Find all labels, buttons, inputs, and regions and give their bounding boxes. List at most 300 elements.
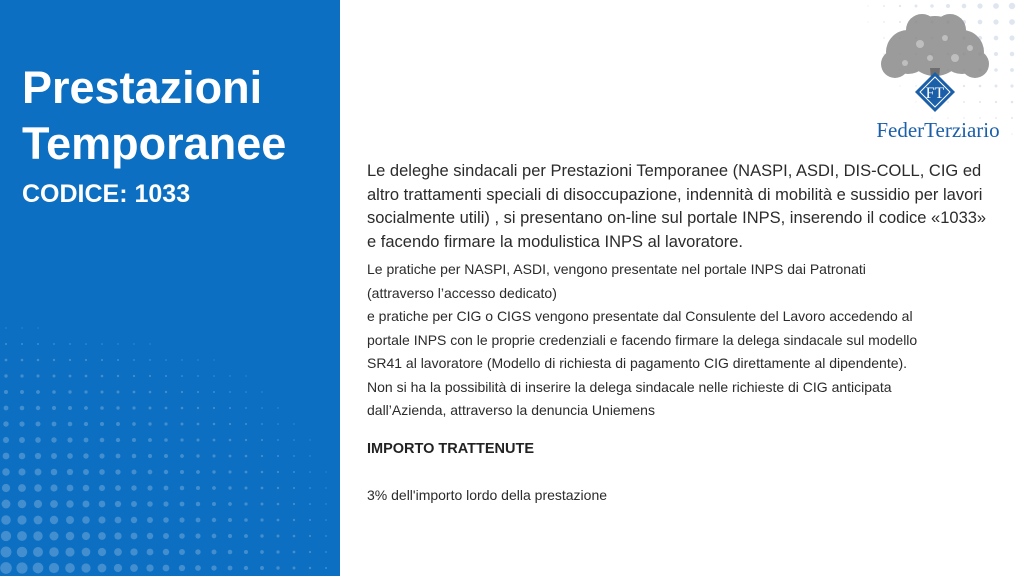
pattern-dot xyxy=(293,551,296,554)
pattern-dot xyxy=(245,471,248,474)
pattern-dot xyxy=(21,327,22,328)
pattern-dot xyxy=(181,375,183,377)
lead-paragraph: Le deleghe sindacali per Prestazioni Temporanee (NASPI, ASDI, DIS-COLL, CIG ed altro trattamenti speciali di disoccupazione, indennità di mobilità e sussidio per lavori socialmente utili) , si presentano on-line sul portale INPS, inserendo il codice «1033» e facendo firmare la modulistica INPS al lavoratore. xyxy=(367,162,987,251)
pattern-dot xyxy=(1010,68,1014,72)
pattern-dot xyxy=(132,406,135,409)
pattern-dot xyxy=(164,486,169,491)
pattern-dot xyxy=(163,533,169,539)
pattern-dot xyxy=(197,423,200,426)
pattern-dot xyxy=(325,535,327,537)
pattern-dot xyxy=(131,485,136,490)
pattern-dot xyxy=(245,375,246,376)
pattern-dot xyxy=(325,471,326,472)
pattern-dot xyxy=(179,533,185,539)
pattern-dot xyxy=(229,391,231,393)
pattern-dot xyxy=(149,407,152,410)
detail-line: (attraverso l’accesso dedicato) xyxy=(367,284,557,301)
pattern-dot xyxy=(85,343,87,345)
pattern-dot xyxy=(260,518,263,521)
pattern-dot xyxy=(244,502,247,505)
pattern-dot xyxy=(132,438,136,442)
pattern-dot xyxy=(67,437,72,442)
pattern-dot xyxy=(867,5,868,6)
pattern-dot xyxy=(261,423,263,425)
pattern-dot xyxy=(293,567,296,570)
pattern-dot xyxy=(197,359,198,360)
pattern-dot xyxy=(82,532,90,540)
pattern-dot xyxy=(228,518,232,522)
pattern-dot xyxy=(101,343,103,345)
pattern-dot xyxy=(1,547,12,558)
pattern-dot xyxy=(21,359,24,362)
pattern-dot xyxy=(147,501,153,507)
pattern-dot xyxy=(132,422,136,426)
pattern-dot xyxy=(133,391,136,394)
pattern-dot xyxy=(35,469,42,476)
pattern-dot xyxy=(179,565,185,571)
pattern-dot xyxy=(261,487,264,490)
pattern-dot xyxy=(261,391,262,392)
pattern-dot xyxy=(149,359,151,361)
pattern-dot xyxy=(148,470,153,475)
pattern-dot xyxy=(3,421,8,426)
code-label: CODICE: 1033 xyxy=(22,180,191,208)
pattern-dot xyxy=(165,407,168,410)
pattern-dot xyxy=(293,455,295,457)
pattern-dot xyxy=(35,421,40,426)
pattern-dot xyxy=(277,423,279,425)
pattern-dot xyxy=(163,517,169,523)
pattern-dot xyxy=(115,501,121,507)
pattern-dot xyxy=(244,566,248,570)
pattern-dot xyxy=(50,532,59,541)
pattern-dot xyxy=(212,534,217,539)
pattern-dot xyxy=(277,487,279,489)
pattern-dot xyxy=(65,563,75,573)
pattern-dot xyxy=(2,500,11,509)
pattern-dot xyxy=(20,374,23,377)
pattern-dot xyxy=(133,359,135,361)
pattern-dot xyxy=(116,438,120,442)
section-heading: IMPORTO TRATTENUTE xyxy=(367,440,535,457)
pattern-dot xyxy=(101,375,104,378)
pattern-dot xyxy=(325,567,327,569)
pattern-dot xyxy=(117,343,118,344)
pattern-dot xyxy=(260,534,263,537)
pattern-dot xyxy=(293,471,295,473)
pattern-dot xyxy=(293,503,295,505)
pattern-dot xyxy=(164,454,168,458)
amount-text: 3% dell'importo lordo della prestazione xyxy=(367,486,608,503)
pattern-dot xyxy=(115,485,121,491)
pattern-dot xyxy=(68,422,73,427)
pattern-dot xyxy=(37,327,38,328)
pattern-dot xyxy=(98,532,106,540)
pattern-dot xyxy=(147,533,153,539)
pattern-dot xyxy=(276,566,279,569)
pattern-dot xyxy=(53,359,55,361)
pattern-dot xyxy=(16,562,27,573)
pattern-dot xyxy=(245,391,247,393)
pattern-dot xyxy=(82,500,89,507)
pattern-dot xyxy=(181,359,182,360)
pattern-dot xyxy=(99,485,105,491)
pattern-dot xyxy=(131,533,138,540)
pattern-dot xyxy=(245,455,248,458)
pattern-dot xyxy=(21,343,23,345)
pattern-dot xyxy=(67,453,73,459)
pattern-dot xyxy=(277,503,280,506)
pattern-dot xyxy=(181,423,184,426)
pattern-dot xyxy=(69,343,71,345)
pattern-dot xyxy=(163,501,168,506)
pattern-dot xyxy=(34,500,42,508)
pattern-dot xyxy=(69,375,72,378)
pattern-dot xyxy=(196,438,199,441)
pattern-dot xyxy=(181,407,184,410)
pattern-dot xyxy=(53,375,56,378)
pattern-dot xyxy=(277,471,279,473)
pattern-dot xyxy=(228,566,233,571)
pattern-dot xyxy=(50,500,58,508)
pattern-dot xyxy=(261,455,263,457)
pattern-dot xyxy=(68,390,71,393)
pattern-dot xyxy=(260,566,264,570)
pattern-dot xyxy=(3,453,10,460)
pattern-dot xyxy=(245,423,247,425)
pattern-dot xyxy=(51,437,56,442)
detail-line: Non si ha la possibilità di inserire la delega sindacale nelle richieste di CIG anticipata xyxy=(367,378,892,395)
pattern-dot xyxy=(309,567,311,569)
pattern-dot xyxy=(51,469,58,476)
pattern-dot xyxy=(132,454,137,459)
pattern-dot xyxy=(149,375,151,377)
pattern-dot xyxy=(261,407,263,409)
pattern-dot xyxy=(309,535,311,537)
pattern-dot xyxy=(84,422,88,426)
pattern-dot xyxy=(149,391,152,394)
pattern-dot xyxy=(276,550,279,553)
pattern-dot xyxy=(146,564,153,571)
pattern-dot xyxy=(309,439,310,440)
pattern-dot xyxy=(196,502,200,506)
pattern-dot xyxy=(20,390,24,394)
pattern-dot xyxy=(293,535,296,538)
pattern-dot xyxy=(5,359,8,362)
pattern-dot xyxy=(228,534,232,538)
pattern-dot xyxy=(309,455,310,456)
pattern-dot xyxy=(244,534,248,538)
pattern-dot xyxy=(51,453,57,459)
pattern-dot xyxy=(244,550,248,554)
pattern-dot xyxy=(130,564,138,572)
dot-pattern xyxy=(0,290,340,576)
detail-line: SR41 al lavoratore (Modello di richiesta di pagamento CIG direttamente al dipendente). xyxy=(367,355,908,371)
pattern-dot xyxy=(114,564,122,572)
pattern-dot xyxy=(116,454,121,459)
pattern-dot xyxy=(33,531,42,540)
pattern-dot xyxy=(181,391,183,393)
pattern-dot xyxy=(99,469,105,475)
pattern-dot xyxy=(66,516,74,524)
pattern-dot xyxy=(213,359,214,360)
pattern-dot xyxy=(180,486,184,490)
pattern-dot xyxy=(195,549,200,554)
pattern-dot xyxy=(163,565,170,572)
pattern-dot xyxy=(131,517,137,523)
pattern-dot xyxy=(309,519,311,521)
pattern-dot xyxy=(83,485,90,492)
pattern-dot xyxy=(69,359,71,361)
pattern-dot xyxy=(196,470,200,474)
pattern-dot xyxy=(100,390,103,393)
pattern-dot xyxy=(33,547,43,557)
pattern-dot xyxy=(325,519,327,521)
pattern-dot xyxy=(211,565,216,570)
pattern-dot xyxy=(52,406,56,410)
pattern-dot xyxy=(197,391,199,393)
pattern-dot xyxy=(1009,35,1014,40)
pattern-dot xyxy=(179,549,185,555)
pattern-dot xyxy=(18,484,26,492)
pattern-dot xyxy=(115,517,122,524)
pattern-dot xyxy=(98,548,106,556)
pattern-dot xyxy=(49,547,59,557)
pattern-dot xyxy=(261,503,264,506)
pattern-dot xyxy=(33,563,44,574)
pattern-dot xyxy=(50,516,58,524)
pattern-dot xyxy=(82,548,91,557)
pattern-dot xyxy=(37,359,40,362)
pattern-dot xyxy=(309,487,311,489)
pattern-dot xyxy=(196,454,199,457)
pattern-dot xyxy=(165,359,167,361)
pattern-dot xyxy=(245,439,247,441)
pattern-dot xyxy=(50,484,57,491)
pattern-dot xyxy=(147,485,152,490)
pattern-dot xyxy=(19,453,26,460)
pattern-dot xyxy=(2,468,10,476)
pattern-dot xyxy=(1011,133,1012,134)
pattern-dot xyxy=(131,469,136,474)
pattern-dot xyxy=(165,391,167,393)
pattern-dot xyxy=(117,375,119,377)
pattern-dot xyxy=(228,550,233,555)
logo-initials: FT xyxy=(925,85,945,102)
pattern-dot xyxy=(197,407,199,409)
pattern-dot xyxy=(229,439,232,442)
title-panel xyxy=(0,0,340,576)
pattern-dot xyxy=(261,471,264,474)
pattern-dot xyxy=(100,422,104,426)
pattern-dot xyxy=(2,484,10,492)
pattern-dot xyxy=(36,406,40,410)
pattern-dot xyxy=(114,548,122,556)
pattern-dot xyxy=(67,469,73,475)
pattern-dot xyxy=(35,437,41,443)
pattern-dot xyxy=(325,487,326,488)
pattern-dot xyxy=(165,375,167,377)
pattern-dot xyxy=(133,343,134,344)
pattern-dot xyxy=(117,391,120,394)
pattern-dot xyxy=(148,438,152,442)
pattern-dot xyxy=(0,562,12,574)
pattern-dot xyxy=(212,454,215,457)
pattern-dot xyxy=(229,423,231,425)
pattern-dot xyxy=(83,469,89,475)
pattern-dot xyxy=(1,531,11,541)
pattern-dot xyxy=(81,563,90,572)
pattern-dot xyxy=(244,518,248,522)
pattern-dot xyxy=(114,532,121,539)
pattern-dot xyxy=(899,5,901,7)
pattern-dot xyxy=(17,531,27,541)
detail-line: e pratiche per CIG o CIGS vengono presentate dal Consulente del Lavoro accedendo al xyxy=(367,308,913,324)
pattern-dot xyxy=(228,486,231,489)
pattern-dot xyxy=(260,550,264,554)
pattern-dot xyxy=(325,503,326,504)
pattern-dot xyxy=(65,547,74,556)
pattern-dot xyxy=(1011,117,1013,119)
pattern-dot xyxy=(17,547,27,557)
pattern-dot xyxy=(5,343,7,345)
pattern-dot xyxy=(4,374,7,377)
pattern-dot xyxy=(293,423,294,424)
pattern-dot xyxy=(85,375,88,378)
pattern-dot xyxy=(179,517,184,522)
pattern-dot xyxy=(197,375,199,377)
pattern-dot xyxy=(19,437,25,443)
content-area xyxy=(367,160,997,503)
pattern-dot xyxy=(130,548,137,555)
pattern-dot xyxy=(148,422,151,425)
pattern-dot xyxy=(148,454,152,458)
pattern-dot xyxy=(213,391,215,393)
pattern-dot xyxy=(212,470,215,473)
pattern-dot xyxy=(163,549,169,555)
pattern-dot xyxy=(101,359,103,361)
pattern-dot xyxy=(67,485,74,492)
detail-paragraph xyxy=(367,258,997,423)
pattern-dot xyxy=(149,343,150,344)
pattern-dot xyxy=(309,551,311,553)
slide-title: Prestazioni Temporanee xyxy=(22,62,287,169)
pattern-dot xyxy=(36,374,39,377)
pattern-dot xyxy=(261,439,263,441)
pattern-dot xyxy=(85,359,87,361)
pattern-dot xyxy=(213,423,216,426)
pattern-dot xyxy=(147,549,154,556)
pattern-dot xyxy=(164,438,168,442)
pattern-dot xyxy=(66,500,73,507)
pattern-dot xyxy=(66,532,75,541)
pattern-dot xyxy=(883,5,885,7)
pattern-dot xyxy=(99,501,106,508)
pattern-dot xyxy=(18,468,25,475)
pattern-dot xyxy=(17,515,26,524)
pattern-dot xyxy=(84,390,87,393)
pattern-dot xyxy=(229,455,232,458)
pattern-dot xyxy=(164,422,167,425)
pattern-dot xyxy=(212,486,216,490)
pattern-dot xyxy=(116,422,120,426)
detail-line: Le pratiche per NASPI, ASDI, vengono presentate nel portale INPS dai Patronati xyxy=(367,261,866,277)
pattern-dot xyxy=(84,438,89,443)
detail-line: dall’Azienda, attraverso la denuncia Uniemens xyxy=(367,402,655,418)
pattern-dot xyxy=(164,470,168,474)
pattern-dot xyxy=(99,453,104,458)
logo-name: FederTerziario xyxy=(876,118,1000,142)
pattern-dot xyxy=(34,484,42,492)
pattern-dot xyxy=(213,407,215,409)
pattern-dot xyxy=(52,422,57,427)
pattern-dot xyxy=(4,390,8,394)
pattern-dot xyxy=(277,439,279,441)
pattern-dot xyxy=(1011,101,1014,104)
pattern-dot xyxy=(277,455,279,457)
pattern-dot xyxy=(34,516,43,525)
pattern-dot xyxy=(53,343,55,345)
pattern-dot xyxy=(35,453,41,459)
pattern-dot xyxy=(84,406,88,410)
pattern-dot xyxy=(277,519,280,522)
pattern-dot xyxy=(115,469,120,474)
pattern-dot xyxy=(309,471,311,473)
pattern-dot xyxy=(19,421,24,426)
pattern-dot xyxy=(293,439,295,441)
pattern-dot xyxy=(5,327,6,328)
detail-line: portale INPS con le proprie credenziali e facendo firmare la delega sindacale sul modello xyxy=(367,331,918,348)
pattern-dot xyxy=(229,407,231,409)
pattern-dot xyxy=(52,390,56,394)
pattern-dot xyxy=(1010,52,1014,56)
pattern-dot xyxy=(1010,84,1013,87)
pattern-dot xyxy=(212,518,216,522)
pattern-dot xyxy=(293,519,295,521)
pattern-dot xyxy=(180,454,184,458)
pattern-dot xyxy=(245,407,247,409)
pattern-dot xyxy=(211,549,216,554)
pattern-dot xyxy=(212,502,216,506)
pattern-dot xyxy=(277,535,280,538)
pattern-dot xyxy=(116,406,119,409)
pattern-dot xyxy=(117,359,119,361)
pattern-dot xyxy=(3,437,9,443)
pattern-dot xyxy=(37,343,39,345)
pattern-dot xyxy=(131,501,137,507)
pattern-dot xyxy=(1,515,11,525)
pattern-dot xyxy=(180,438,183,441)
pattern-dot xyxy=(133,375,135,377)
pattern-dot xyxy=(147,517,153,523)
pattern-dot xyxy=(180,502,185,507)
pattern-dot xyxy=(100,406,104,410)
pattern-dot xyxy=(20,406,25,411)
pattern-dot xyxy=(68,406,72,410)
pattern-dot xyxy=(100,438,105,443)
pattern-dot xyxy=(49,563,59,573)
pattern-dot xyxy=(229,375,230,376)
pattern-dot xyxy=(98,516,105,523)
pattern-dot xyxy=(213,439,216,442)
pattern-dot xyxy=(4,406,9,411)
pattern-dot xyxy=(196,518,201,523)
pattern-dot xyxy=(325,551,327,553)
pattern-dot xyxy=(213,375,215,377)
pattern-dot xyxy=(309,503,311,505)
pattern-dot xyxy=(228,470,231,473)
pattern-dot xyxy=(293,487,295,489)
